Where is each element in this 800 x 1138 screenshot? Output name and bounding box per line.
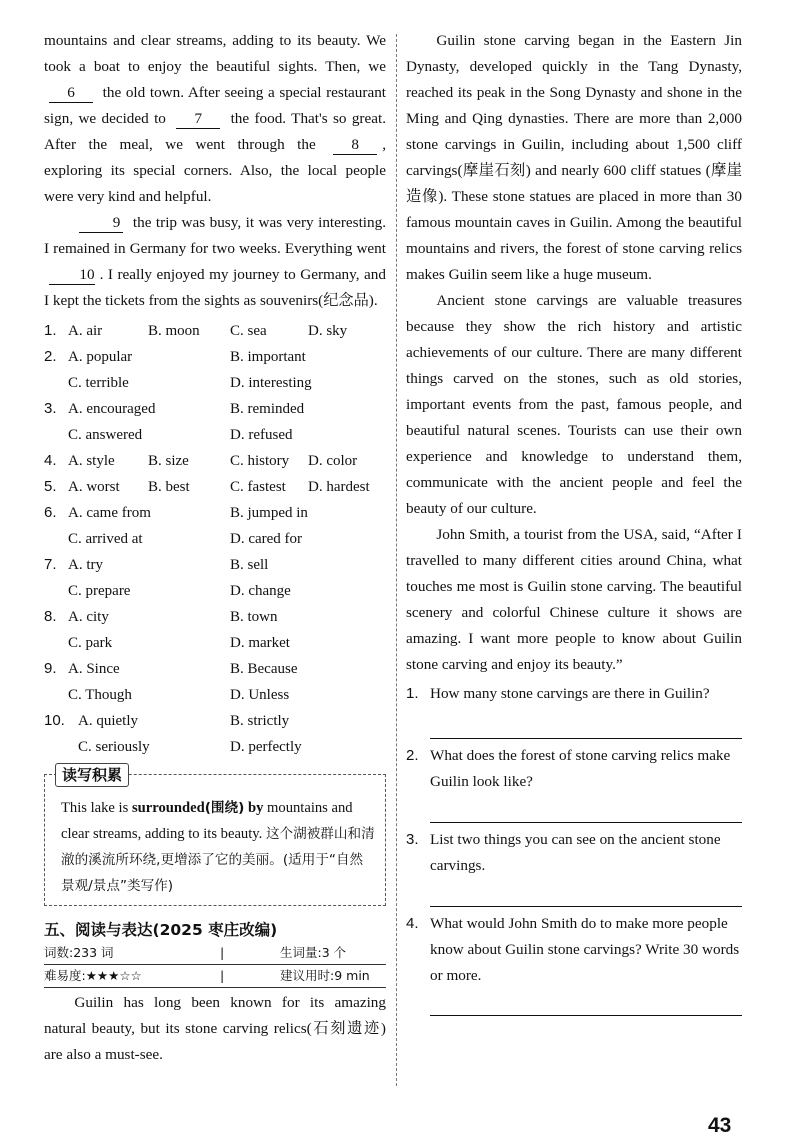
question-text: How many stone carvings are there in Guilin? <box>430 685 710 702</box>
option-row <box>44 344 386 370</box>
option-b: B. size <box>148 453 189 469</box>
option-row <box>44 578 386 604</box>
answer-line[interactable] <box>430 989 742 1016</box>
option-a: A. quietly <box>78 713 138 729</box>
question-number: 3. <box>406 831 419 848</box>
option-a: A. worst <box>68 479 120 495</box>
box-bold-by: by <box>247 800 264 816</box>
option-a: A. came from <box>68 505 151 521</box>
blank-9: 9 <box>79 213 123 233</box>
option-b: B. town <box>230 609 278 625</box>
box-gloss: (围绕) <box>204 800 245 816</box>
suggested-time: 建议用时:9 min <box>280 968 370 983</box>
option-row <box>44 552 386 578</box>
option-b: B. best <box>148 479 190 495</box>
answer-line[interactable] <box>430 707 742 739</box>
box-bold-word: surrounded <box>131 800 205 816</box>
blank-7: 7 <box>176 109 220 129</box>
question-number: 2. <box>406 747 419 764</box>
reading-writing-accumulation-box <box>44 766 386 906</box>
option-b: B. Because <box>230 661 298 677</box>
blank-8: 8 <box>333 135 377 155</box>
answer-line[interactable] <box>430 795 742 823</box>
box-note: (适用于“自然景观/景点”类写作) <box>61 852 364 894</box>
section-title: 五、阅读与表达(2025 枣庄改编) <box>44 921 278 939</box>
passage-text: , exploring its special corners. Also, the local people were very kind and helpful. <box>44 136 386 205</box>
question-number: 5. <box>44 478 57 495</box>
option-row <box>44 318 386 344</box>
option-c: C. park <box>68 635 113 651</box>
passage-text: . I really enjoyed my journey to Germany, and I kept the tickets from the sights as souvenirs(纪念品). <box>44 266 386 309</box>
option-a: A. try <box>68 557 103 573</box>
reading-paragraph-1: Guilin stone carving began in the Eastern Jin Dynasty, developed quickly in the Tang Dynasty, reached its peak in the Song Dynasty and shone in the Ming and Qing dynasties. There are more than 2,000 stone carvings in Guilin, including about 1,500 cliff carvings(摩崖石刻) and nearly 600 cliff statues (摩崖造像). These stone statues are placed in more than 30 famous mountain caves in Guilin. Among the beautiful mountains and rivers, the forest of stone carving relics makes Guilin seem like a huge museum. <box>406 32 742 283</box>
reading-paragraph-0: Guilin has long been known for its amazing natural beauty, but its stone carving relics(石刻遗迹) are also a must-see. <box>44 994 386 1063</box>
option-a: A. Since <box>68 661 120 677</box>
question-number: 9. <box>44 660 57 677</box>
question-item <box>406 743 742 795</box>
meta-separator: | <box>220 945 225 960</box>
option-b: B. moon <box>148 323 200 339</box>
blank-10: 10 <box>49 265 95 285</box>
option-row <box>44 630 386 656</box>
question-text: List two things you can see on the ancient stone carvings. <box>430 831 721 874</box>
option-c: C. prepare <box>68 583 131 599</box>
option-c: C. Though <box>68 687 132 703</box>
cloze-paragraph-2 <box>44 210 386 314</box>
box-translation: 这个湖被群山和清澈的溪流所环绕,更增添了它的美丽。 <box>61 826 375 868</box>
option-row <box>44 526 386 552</box>
option-c: C. history <box>230 453 290 469</box>
page-number: 43 <box>708 1114 732 1137</box>
question-text: What would John Smith do to make more people know about Guilin stone carvings? Write 30 words or more. <box>430 915 740 984</box>
question-number: 6. <box>44 504 57 521</box>
word-count: 词数:233 词 <box>44 945 114 960</box>
question-list <box>406 681 742 1016</box>
option-c: C. fastest <box>230 479 286 495</box>
option-a: A. popular <box>68 349 133 365</box>
option-a: A. style <box>68 453 115 469</box>
question-number: 8. <box>44 608 57 625</box>
option-d: D. sky <box>308 323 348 339</box>
option-row <box>44 448 386 474</box>
question-item <box>406 681 742 707</box>
option-row <box>44 474 386 500</box>
option-b: B. reminded <box>230 401 305 417</box>
question-number: 1. <box>44 322 57 339</box>
blank-6: 6 <box>49 83 93 103</box>
box-text: mountains and clear streams, adding to its beauty. <box>61 800 353 842</box>
reading-paragraph-2: Ancient stone carvings are valuable treasures because they show the rich history and artistic achievements of our culture. There are many different things carved on the stones, such as old stories, important events from the past, famous people, and beautiful natural scenes. Tourists can use their own experience and knowledge to understand them, communicate with the ancient people and feel the beauty of our culture. <box>406 292 742 517</box>
question-text: What does the forest of stone carving relics make Guilin look like? <box>430 747 731 790</box>
passage-text: the old town. After seeing a special restaurant sign, we decided to <box>44 84 387 127</box>
option-row <box>44 656 386 682</box>
box-title: 读写积累 <box>55 763 129 787</box>
passage-text: mountains and clear streams, adding to its beauty. We took a boat to enjoy the beautiful sights. Then, we <box>44 32 386 75</box>
right-column <box>406 28 742 1016</box>
section-meta-row <box>44 942 386 965</box>
option-c: C. arrived at <box>68 531 143 547</box>
question-number: 10. <box>44 712 65 729</box>
question-number: 1. <box>406 685 419 702</box>
box-text: This lake is <box>61 800 129 816</box>
option-b: B. sell <box>230 557 269 573</box>
option-b: B. strictly <box>230 713 290 729</box>
option-d: D. cared for <box>230 531 303 547</box>
option-c: C. seriously <box>78 739 150 755</box>
question-number: 4. <box>406 915 419 932</box>
question-item <box>406 827 742 879</box>
meta-separator: | <box>220 968 225 983</box>
option-b: B. jumped in <box>230 505 308 521</box>
option-row <box>44 370 386 396</box>
passage-text: the food. That's so great. After the meal, we went through the <box>44 110 386 153</box>
option-c: C. sea <box>230 323 267 339</box>
column-divider <box>396 34 397 1086</box>
option-a: A. air <box>68 323 103 339</box>
new-word-count: 生词量:3 个 <box>280 945 347 960</box>
option-c: C. terrible <box>68 375 129 391</box>
option-c: C. answered <box>68 427 143 443</box>
option-d: D. color <box>308 453 358 469</box>
passage-text: the trip was busy, it was very interesting. I remained in Germany for two weeks. Everything went <box>44 214 387 257</box>
answer-line[interactable] <box>430 879 742 907</box>
option-row <box>44 708 386 734</box>
option-row <box>44 604 386 630</box>
option-row <box>44 422 386 448</box>
question-number: 4. <box>44 452 57 469</box>
question-number: 2. <box>44 348 57 365</box>
option-d: D. change <box>230 583 291 599</box>
section-meta-row <box>44 965 386 988</box>
option-d: D. refused <box>230 427 293 443</box>
option-d: D. Unless <box>230 687 290 703</box>
reading-paragraph-3: John Smith, a tourist from the USA, said, “After I travelled to many different cities around China, what touches me most is Guilin stone carving. The beautiful scenery and colorful Chinese culture it shows are amazing. I want more people to know about Guilin stone carving and enjoy its beauty.” <box>406 526 742 673</box>
cloze-paragraph-1 <box>44 28 386 210</box>
option-a: A. encouraged <box>68 401 156 417</box>
question-item <box>406 911 742 989</box>
option-b: B. important <box>230 349 306 365</box>
question-number: 3. <box>44 400 57 417</box>
option-d: D. market <box>230 635 290 651</box>
option-d: D. interesting <box>230 375 312 391</box>
cloze-options <box>44 318 386 760</box>
option-row <box>44 682 386 708</box>
option-row <box>44 500 386 526</box>
left-column <box>44 28 386 1068</box>
question-number: 7. <box>44 556 57 573</box>
option-d: D. perfectly <box>230 739 302 755</box>
option-row <box>44 734 386 760</box>
option-a: A. city <box>68 609 109 625</box>
option-d: D. hardest <box>308 479 370 495</box>
option-row <box>44 396 386 422</box>
difficulty-rating: 难易度:★★★☆☆ <box>44 968 142 983</box>
